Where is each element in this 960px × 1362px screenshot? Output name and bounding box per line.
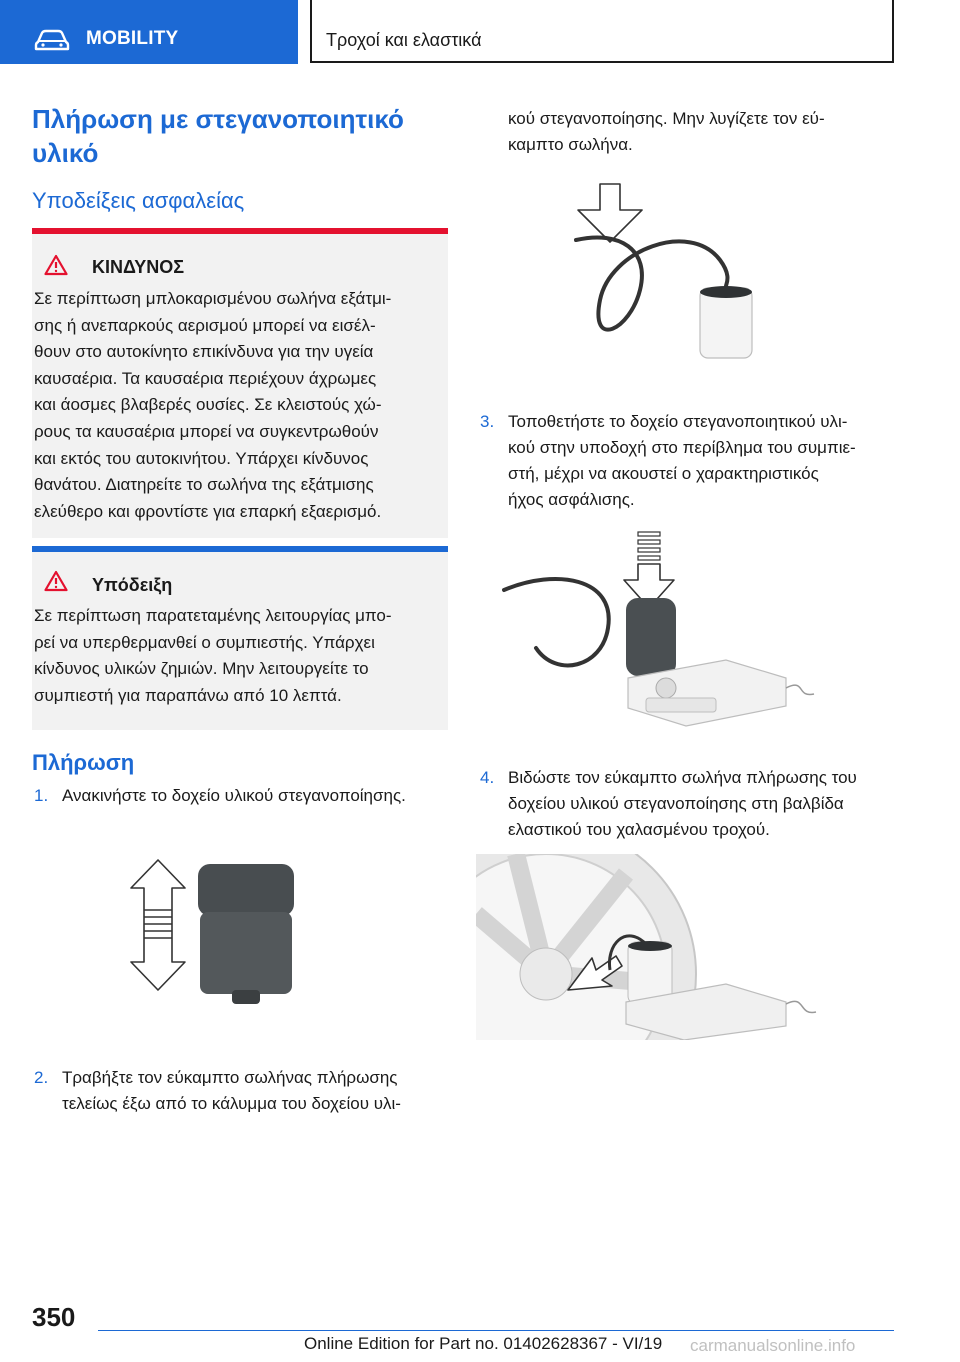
footer-edition: Online Edition for Part no. 01402628367 - VI/19 <box>304 1334 663 1353</box>
filling-heading: Πλήρωση <box>32 750 135 775</box>
step-line: Ανακινήστε το δοχείο υλικού στεγανοποίησης. <box>62 786 406 805</box>
step-text-continued <box>508 106 908 158</box>
danger-line: θανάτου. Διατηρείτε το σωλήνα της εξάτμισης <box>34 475 374 495</box>
danger-text <box>34 286 444 525</box>
step-number: 4. <box>480 768 495 787</box>
filling-hose-illustration <box>560 180 780 370</box>
header-section-label: MOBILITY <box>86 28 179 49</box>
danger-heading: ΚΙΝΔΥΝΟΣ <box>92 257 185 277</box>
step-line: Τοποθετήστε το δοχείο στεγανοποιητικού υλι- <box>508 412 848 431</box>
sealant-canister-illustration <box>120 850 320 1010</box>
step-number: 1. <box>34 786 49 805</box>
step-number: 3. <box>480 412 495 431</box>
step-line: τελείως έξω από το κάλυμμα του δοχείου υλι- <box>62 1094 401 1113</box>
step-text <box>508 765 908 843</box>
warning-triangle-icon <box>44 570 68 592</box>
notice-line: κίνδυνος υλικών ζημιών. Μην λειτουργείτε το <box>34 659 369 679</box>
step-line: δοχείου υλικού στεγανοποίησης στη βαλβίδα <box>508 794 844 813</box>
step-number: 2. <box>34 1068 49 1087</box>
footer-divider <box>98 1330 894 1331</box>
step-line: ελαστικού του χαλασμένου τροχού. <box>508 820 770 839</box>
step-line: Τραβήξτε τον εύκαμπτο σωλήνας πλήρωσης <box>62 1068 398 1087</box>
step-line: Βιδώστε τον εύκαμπτο σωλήνα πλήρωσης του <box>508 768 857 787</box>
warning-triangle-icon <box>44 254 68 276</box>
car-icon <box>34 28 70 52</box>
header-chapter-title: Τροχοί και ελαστικά <box>326 30 482 50</box>
danger-line: ελεύθερο και φροντίστε για επαρκή εξαερισμό. <box>34 501 382 521</box>
step-text <box>62 783 452 809</box>
danger-line: ρους τα καυσαέρια μπορεί να συγκεντρωθούν <box>34 421 379 441</box>
danger-line: και εκτός του αυτοκινήτου. Υπάρχει κίνδυνος <box>34 448 369 468</box>
watermark: carmanualsonline.info <box>690 1336 856 1355</box>
compressor-insertion-illustration <box>496 528 816 738</box>
page-number: 350 <box>32 1302 76 1332</box>
danger-line: σης ή ανεπαρκούς αερισμού μπορεί να εισέλ- <box>34 315 376 335</box>
notice-text <box>34 603 444 709</box>
step-line: κού στην υποδοχή στο περίβλημα του συμπιε- <box>508 438 856 457</box>
step-line: καμπτο σωλήνα. <box>508 135 633 154</box>
danger-line: καυσαέρια. Τα καυσαέρια περιέχουν άχρωμες <box>34 368 377 388</box>
step-line: κού στεγανοποίησης. Μην λυγίζετε τον εύ- <box>508 109 825 128</box>
page-title: Πλήρωση με στεγανοποιητικό υλικό <box>32 104 404 168</box>
danger-line: Σε περίπτωση μπλοκαρισμένου σωλήνα εξάτμι- <box>34 289 392 308</box>
step-text <box>62 1065 452 1117</box>
safety-heading: Υποδείξεις ασφαλείας <box>32 188 245 213</box>
danger-line: και άοσμες βλαβερές ουσίες. Σε κλειστούς χώ- <box>34 395 382 415</box>
danger-line: θουν στο αυτοκίνητο επικίνδυνα για την υγεία <box>34 342 374 362</box>
notice-heading: Υπόδειξη <box>92 575 173 595</box>
step-line: στή, μέχρι να ακουστεί ο χαρακτηριστικός <box>508 464 819 483</box>
notice-line: Σε περίπτωση παρατεταμένης λειτουργίας μπο- <box>34 606 392 625</box>
step-text <box>508 409 908 513</box>
notice-line: ρεί να υπερθερμανθεί ο συμπιεστής. Υπάρχει <box>34 632 375 652</box>
step-line: ήχος ασφάλισης. <box>508 490 635 509</box>
wheel-valve-illustration <box>476 854 818 1040</box>
notice-line: συμπιεστή για παραπάνω από 10 λεπτά. <box>34 685 342 705</box>
